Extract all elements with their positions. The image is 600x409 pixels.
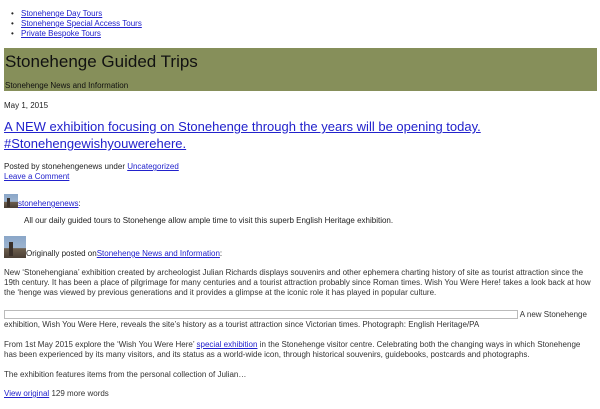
nav-item-bespoke (11, 29, 600, 39)
post-meta (4, 162, 179, 182)
posted-by-text: Posted by stonehengenews under (4, 162, 128, 171)
reblogger-link[interactable]: stonehengenews (18, 199, 79, 208)
leave-comment-link[interactable]: Leave a Comment (4, 172, 70, 181)
body-paragraph-3: From 1st May 2015 explore the ‘Wish You Were Here’ special exhibition in the Stonehenge visitor centre. Celebrating both the changing ways in which Stonehenge has been experienced by its many visitors, and its status as a world-wide icon, through historical souvenirs, guidebooks, postcards and photographs. (4, 340, 581, 359)
nav-link-bespoke[interactable]: Private Bespoke Tours (21, 29, 101, 38)
original-source: Originally posted on Stonehenge News and Information : (4, 236, 222, 258)
source-link[interactable]: Stonehenge News and Information (96, 249, 220, 258)
nav-item-special-access (11, 19, 600, 29)
source-avatar[interactable] (4, 236, 26, 258)
site-tagline: Stonehenge News and Information (5, 81, 129, 90)
reblog-author (4, 192, 81, 208)
caption-start: A new Stonehenge (518, 310, 587, 319)
category-link[interactable]: Uncategorized (127, 162, 179, 171)
post-title (4, 118, 594, 152)
reblog-intro: All our daily guided tours to Stonehenge allow ample time to visit this superb English Heritage exhibition. (24, 216, 394, 225)
body-paragraph-4: The exhibition features items from the personal collection of Julian… (4, 370, 247, 379)
orig-prefix: Originally posted on (26, 249, 97, 258)
body-paragraph-1: New ‘Stonehengiana’ exhibition created by archeologist Julian Richards displays souvenirs and other ephemera charting history of site as tourist attraction since the 19th century. It has been a place of pilgrimage for many centuries and a tourist attraction probably since Roman times. Wish You Were Here! takes a look back at how the ‘henge was viewed by previous generations and it provides a glimpse at the iconic role it has played in popular culture. (4, 268, 591, 297)
reblogger-avatar[interactable] (4, 194, 18, 208)
exhibition-image-placeholder (4, 310, 518, 319)
top-navigation (11, 9, 600, 39)
post-title-link[interactable]: A NEW exhibition focusing on Stonehenge through the years will be opening today. #Stonehengewishyouwerehere. (4, 119, 481, 151)
post-date: May 1, 2015 (4, 101, 49, 110)
caption-rest: exhibition, Wish You Were Here, reveals the site’s history as a tourist attraction since Victorian times. Photograph: English Heritage/PA (4, 320, 480, 329)
image-caption (4, 310, 594, 330)
nav-link-day-tours[interactable]: Stonehenge Day Tours (21, 9, 103, 18)
word-count: 129 more words (49, 389, 109, 398)
site-title[interactable]: Stonehenge Guided Trips (5, 52, 198, 71)
nav-link-special-access[interactable]: Stonehenge Special Access Tours (21, 19, 142, 28)
view-original-link[interactable]: View original (4, 389, 50, 398)
special-exhibition-link[interactable]: special exhibition (196, 340, 258, 349)
colon: : (78, 199, 81, 208)
view-original-row (4, 389, 594, 399)
site-header (4, 48, 597, 91)
nav-item-day-tours (11, 9, 600, 19)
